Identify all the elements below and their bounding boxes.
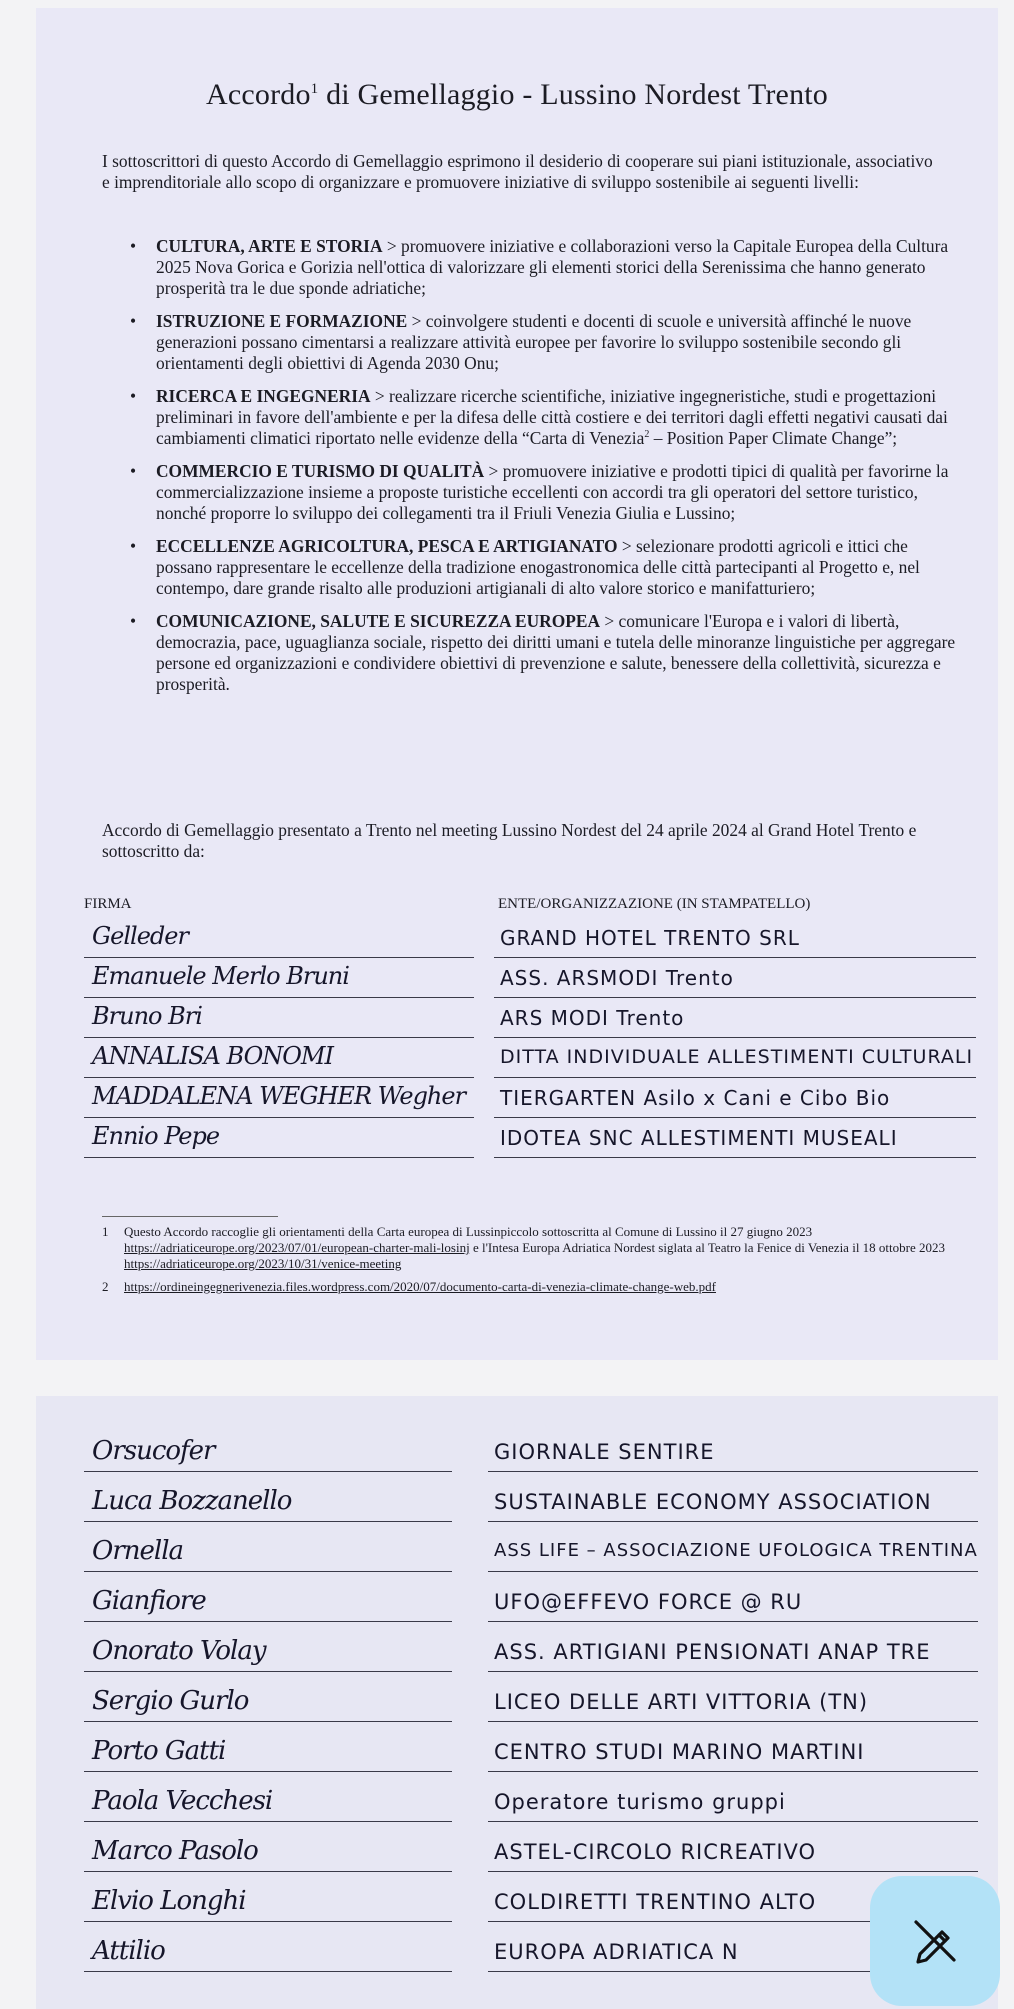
- footnote-2: 2 https://ordineingegnerivenezia.files.wordpress.com/2020/07/documento-carta-di-venezia-climate-change-web.pdf: [102, 1279, 716, 1294]
- handwritten-organization: DITTA INDIVIDUALE ALLESTIMENTI CULTURALI: [500, 1046, 974, 1068]
- handwritten-signature: Attilio: [92, 1936, 165, 1966]
- signature-row: [36, 1482, 998, 1522]
- signature-line: [84, 1921, 452, 1922]
- handwritten-signature: Porto Gatti: [92, 1736, 226, 1766]
- organization-line: [488, 1671, 978, 1672]
- document-page-1: [36, 8, 998, 1360]
- handwritten-organization: Operatore turismo gruppi: [494, 1790, 786, 1814]
- handwritten-signature: Marco Pasolo: [92, 1836, 258, 1866]
- footnote-link[interactable]: https://adriaticeurope.org/2023/07/01/european-charter-mali-losinj: [124, 1240, 470, 1255]
- handwritten-signature: Sergio Gurlo: [92, 1686, 249, 1716]
- footnote-1: 1 Questo Accordo raccoglie gli orientamenti della Carta europea di Lussinpiccolo sottoscritta al Comune di Lussino il 27 giugno 2023 https://adriaticeurope.org/2023/07/01/european-charter-mali-losinj e l'Intesa Europa Adriatica Nordest siglata al Teatro la Fenice di Venezia il 18 ottobre 2023 https://adriaticeurope.org/2023/10/31/venice-meeting: [102, 1224, 946, 1271]
- handwritten-signature: Paola Vecchesi: [92, 1786, 273, 1816]
- signature-line: [84, 1971, 452, 1972]
- signature-line: [84, 1671, 452, 1672]
- handwritten-organization: GRAND HOTEL TRENTO SRL: [500, 926, 800, 950]
- handwritten-organization: UFO@EFFEVO FORCE @ RU: [494, 1590, 803, 1614]
- handwritten-signature: Gelleder: [92, 922, 188, 950]
- footnote-link[interactable]: https://ordineingegnerivenezia.files.wordpress.com/2020/07/documento-carta-di-venezia-climate-change-web.pdf: [124, 1279, 716, 1294]
- organization-line: [488, 1721, 978, 1722]
- organization-line: [488, 1771, 978, 1772]
- objectives-list: [126, 236, 956, 707]
- handwritten-signature: Emanuele Merlo Bruni: [92, 962, 349, 990]
- handwritten-organization: GIORNALE SENTIRE: [494, 1440, 715, 1464]
- signature-row: [36, 1582, 998, 1622]
- signature-line: [84, 1871, 452, 1872]
- organization-line: [488, 1571, 978, 1572]
- handwritten-organization: EUROPA ADRIATICA N: [494, 1940, 739, 1964]
- document-title: Accordo$^1$ di Gemellaggio - Lussino Nordest Trento: [205, 78, 829, 111]
- list-item: • COMMERCIO E TURISMO DI QUALITÀ > promuovere iniziative e prodotti tipici di qualità per favorirne la commercializzazione insieme a proposte turistiche eccellenti con accordi tra gli operatori del settore turistico, nonché proporre lo sviluppo dei collegamenti tra il Friuli Venezia Giulia e Lussino;: [130, 461, 949, 523]
- handwritten-signature: Orsucofer: [92, 1436, 215, 1466]
- list-item: • COMUNICAZIONE, SALUTE E SICUREZZA EUROPEA > comunicare l'Europa e i valori di libertà, democrazia, pace, uguaglianza sociale, rispetto dei diritti umani e tutela delle minoranze linguistiche per aggregare persone ed organizzazioni e condividere obiettivi di prevenzione e salute, benessere della collettività, sicurezza e prosperità.: [130, 611, 956, 694]
- organization-line: [494, 1157, 976, 1158]
- list-item: • ISTRUZIONE E FORMAZIONE > coinvolgere studenti e docenti di scuole e università affinché le nuove generazioni possano cimentarsi a realizzare attività europee per favorire lo sviluppo sostenibile secondo gli orientamenti degli obiettivi di Agenda 2030 Onu;: [130, 311, 912, 373]
- handwritten-organization: LICEO DELLE ARTI VITTORIA (TN): [494, 1690, 869, 1714]
- handwritten-signature: Luca Bozzanello: [92, 1486, 292, 1516]
- handwritten-signature: ANNALISA BONOMI: [92, 1042, 333, 1070]
- column-header-organization: ENTE/ORGANIZZAZIONE (IN STAMPATELLO): [498, 896, 811, 912]
- handwritten-signature: Elvio Longhi: [92, 1886, 246, 1916]
- signature-line: [84, 1621, 452, 1622]
- signature-line: [84, 1471, 452, 1472]
- signature-row: [36, 1732, 998, 1772]
- signature-line: [84, 1721, 452, 1722]
- closing-paragraph: Accordo di Gemellaggio presentato a Trento nel meeting Lussino Nordest del 24 aprile 2024 al Grand Hotel Trento e sottoscritto da:: [102, 820, 917, 861]
- handwritten-signature: Gianfiore: [92, 1586, 206, 1616]
- list-item: • ECCELLENZE AGRICOLTURA, PESCA E ARTIGIANATO > selezionare prodotti agricoli e ittici che possano rappresentare le eccellenze della tradizione enogastronomica delle città partecipanti al Progetto e, nel contempo, dare grande risalto alle produzioni artigianali di alto valore storico e manifatturiero;: [130, 536, 920, 598]
- signature-row: [36, 958, 998, 998]
- column-header-signature: FIRMA: [84, 896, 132, 912]
- footnote-divider: [102, 1216, 278, 1217]
- footnotes: [102, 1224, 982, 1302]
- handwritten-organization: SUSTAINABLE ECONOMY ASSOCIATION: [494, 1490, 932, 1514]
- handwritten-organization: ASS. ARTIGIANI PENSIONATI ANAP TRE: [494, 1640, 931, 1664]
- organization-line: [488, 1621, 978, 1622]
- signature-row: [36, 998, 998, 1038]
- signature-row: [36, 1038, 998, 1078]
- organization-line: [488, 1471, 978, 1472]
- signature-line: [84, 1521, 452, 1522]
- footnote-link[interactable]: https://adriaticeurope.org/2023/10/31/venice-meeting: [124, 1256, 402, 1271]
- signature-line: [84, 1821, 452, 1822]
- signature-row: [36, 1632, 998, 1672]
- signature-line: [84, 1157, 474, 1158]
- signature-row: [36, 1832, 998, 1872]
- signature-row: [36, 918, 998, 958]
- organization-line: [488, 1821, 978, 1822]
- handwritten-organization: COLDIRETTI TRENTINO ALTO: [494, 1890, 817, 1914]
- handwritten-organization: CENTRO STUDI MARINO MARTINI: [494, 1740, 865, 1764]
- handwritten-signature: MADDALENA WEGHER Wegher: [92, 1082, 466, 1110]
- edit-button[interactable]: [870, 1876, 1000, 2006]
- list-item: • CULTURA, ARTE E STORIA > promuovere iniziative e collaborazioni verso la Capitale Europea della Cultura 2025 Nova Gorica e Gorizia nell'ottica di valorizzare gli elementi storici della Serenissima che hanno generato prosperità tra le due sponde adriatiche;: [130, 236, 949, 298]
- handwritten-organization: TIERGARTEN Asilo x Cani e Cibo Bio: [500, 1086, 891, 1110]
- signature-row: [36, 1532, 998, 1572]
- organization-line: [488, 1871, 978, 1872]
- handwritten-organization: ASTEL-CIRCOLO RICREATIVO: [494, 1840, 817, 1864]
- handwritten-organization: ARS MODI Trento: [500, 1006, 685, 1030]
- handwritten-signature: Ennio Pepe: [92, 1122, 220, 1150]
- signature-line: [84, 1571, 452, 1572]
- signature-row: [36, 1882, 998, 1922]
- document-page-2: [36, 1396, 998, 2009]
- handwritten-signature: Onorato Volay: [92, 1636, 266, 1666]
- handwritten-signature: Bruno Bri: [92, 1002, 202, 1030]
- organization-line: [488, 1521, 978, 1522]
- handwritten-organization: ASS. ARSMODI Trento: [500, 966, 734, 990]
- signature-row: [36, 1782, 998, 1822]
- intro-paragraph: I sottoscrittori di questo Accordo di Gemellaggio esprimono il desiderio di cooperare sui piani istituzionale, associativo e imprenditoriale allo scopo di organizzare e promuovere iniziative di sviluppo sostenibile ai seguenti livelli:: [102, 151, 933, 192]
- pen-slash-icon: [908, 1914, 962, 1968]
- handwritten-signature: Ornella: [92, 1536, 184, 1566]
- list-item: • RICERCA E INGEGNERIA > realizzare ricerche scientifiche, iniziative ingegneristiche, studi e progettazioni preliminari in favore dell'ambiente e per la difesa delle città costiere e dei territori dagli effetti negativi causati dai cambiamenti climatici riportato nelle evidenze della “Carta di Venezia$^2$ – Position Paper Climate Change”;: [130, 386, 948, 448]
- signature-row: [36, 1432, 998, 1472]
- signature-row: [36, 1078, 998, 1118]
- signature-line: [84, 1771, 452, 1772]
- signature-row: [36, 1682, 998, 1722]
- signature-row: [36, 1118, 998, 1158]
- signature-row: [36, 1932, 998, 1972]
- handwritten-organization: ASS LIFE – ASSOCIAZIONE UFOLOGICA TRENTINA: [494, 1540, 978, 1561]
- handwritten-organization: IDOTEA SNC ALLESTIMENTI MUSEALI: [500, 1126, 898, 1150]
